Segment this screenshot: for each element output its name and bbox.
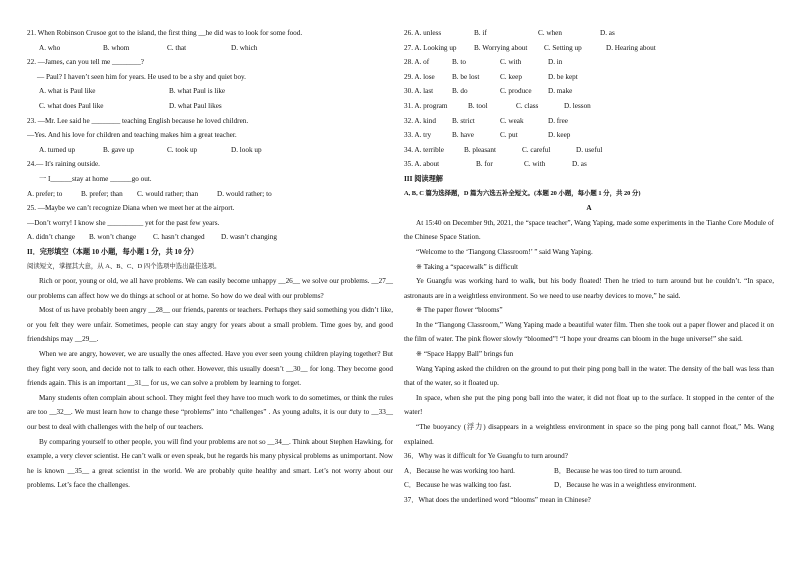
choice-26-d[interactable]: D. as <box>600 29 615 37</box>
choice-33-a[interactable]: 33. A. try <box>404 131 432 140</box>
q25-reply: —Don’t worry! I know she __________ yet for the past few years. <box>27 218 220 227</box>
passage-a-label: A <box>586 204 592 213</box>
right-column <box>404 26 774 508</box>
choice-28-d[interactable]: D. in <box>548 58 563 67</box>
reading-heading-ball: ※ “Space Happy Ball” brings fun <box>416 350 514 359</box>
choice-34-a[interactable]: 34. A. terrible <box>404 145 444 154</box>
q23-options <box>27 143 393 158</box>
q23-reply: —Yes. And his love for children and teaching makes him a great teacher. <box>27 131 237 140</box>
choice-33-d[interactable]: D. keep <box>548 131 571 140</box>
q23-option-b[interactable]: B. gave up <box>103 145 134 154</box>
choice-29-d[interactable]: D. be kept <box>548 72 578 81</box>
choice-30-d[interactable]: D. make <box>548 87 573 96</box>
q22-reply: — Paul? I haven’t seen him for years. He used to be a shy and quiet boy. <box>37 72 246 81</box>
reading-paragraph-7: “The buoyancy (浮力) disappears in a weightless environment in space so the ping pong ball cannot float,” Ms. Wang explained. <box>404 423 774 446</box>
q24-stem: 24.— It's raining outside. <box>27 160 100 169</box>
q21-option-b[interactable]: B. whom <box>103 43 130 52</box>
q24-option-a[interactable]: A. prefer; to <box>27 189 63 198</box>
q22-options-row1 <box>27 84 393 99</box>
choice-30-b[interactable]: B. do <box>452 87 468 96</box>
reading-heading-spacewalk: ※ Taking a “spacewalk” is difficult <box>416 262 519 271</box>
q25-stem: 25. —Maybe we can’t recognize Diana when we meet her at the airport. <box>27 204 235 213</box>
choice-28-a[interactable]: 28. A. of <box>404 58 430 67</box>
choice-29-b[interactable]: B. be lost <box>452 72 480 81</box>
q23-option-a[interactable]: A. turned up <box>39 145 76 154</box>
reading-paragraph-1: At 15:40 on December 9th, 2021, the “space teacher”, Wang Yaping, made some experiments in the Tianhe Core Module of the Chinese Space Station. <box>404 218 774 242</box>
q25-options <box>27 230 393 245</box>
reading-paragraph-4: In the “Tiangong Classroom,” Wang Yaping made a beautiful water film. Then she took out a paper flower and placed it on the film of water. The pink flower slowly “bloomed”! “I hope your dreams can bloom in the huge universe!” she said. <box>404 320 774 344</box>
choice-29-a[interactable]: 29. A. lose <box>404 72 435 81</box>
reading-paragraph-6: In space, when she put the ping pong ball into the water, it did not float up to the surface. It stopped in the center of the water! <box>404 393 774 417</box>
q21-option-d[interactable]: D. which <box>231 43 258 52</box>
choice-33-c[interactable]: C. put <box>500 131 518 140</box>
cloze-choice-26 <box>404 26 774 41</box>
choice-33-b[interactable]: B. have <box>452 131 474 140</box>
passage-paragraph-4: Many students often complain about school. They might feel they have too much work to do sometimes, or think the rules are too __32__. We must learn how to change these “problems” into “challenges” . As young adults, it is our duty to __33__ our best to deal with challenges with the help of our teachers. <box>27 393 393 432</box>
choice-30-a[interactable]: 30. A. last <box>404 87 434 96</box>
section3-instruction: A, B, C 篇为选择题，D 篇为六选五补全短文。(本题 20 小题，每小题 1 分，共 20 分) <box>404 189 641 197</box>
q21-option-a[interactable]: A. who <box>39 43 61 52</box>
passage-paragraph-5: By comparing yourself to other people, you will find your problems are not so __34__. Think about Stephen Hawking, for example, a very clever scientist. He can’t walk or even speak, but he regards his many physical problems as unimportant. Now he is known __35__ a great scientist in the world. We are probably quite healthy and smart. Let’s not worry about our problems. Let’s face the challenges. <box>27 437 393 490</box>
choice-31-d[interactable]: D. lesson <box>564 101 591 110</box>
q21-option-c[interactable]: C. that <box>167 43 187 52</box>
cloze-choice-35 <box>404 157 774 172</box>
choice-32-d[interactable]: D. free <box>548 116 568 125</box>
section3-title: III 阅读理解 <box>404 174 443 183</box>
choice-31-b[interactable]: B. tool <box>468 101 488 110</box>
q24-reply: 一 I______stay at home ______go out. <box>39 174 152 183</box>
q22-options-row2 <box>27 99 393 114</box>
q25-option-c[interactable]: C. hasn’t changed <box>153 233 205 242</box>
choice-29-c[interactable]: C. keep <box>500 72 522 81</box>
reading-paragraph-3: Ye Guangfu was working hard to walk, but his body floated! Then he tried to turn around but he couldn’t. “In space, astronauts are in a weightless environment. So we need to use nearby devices to move,” he said. <box>404 277 774 300</box>
choice-34-b[interactable]: B. pleasant <box>464 145 496 154</box>
choice-35-a[interactable]: 35. A. about <box>404 160 440 169</box>
q22-option-c[interactable]: C. what does Paul like <box>39 101 104 110</box>
q25-option-d[interactable]: D. wasn’t changing <box>221 233 277 242</box>
q22-stem: 22. —James, can you tell me ________? <box>27 58 144 67</box>
q23-option-c[interactable]: C. took up <box>167 145 198 154</box>
section2-title: II．完形填空（本题 10 小题，每小题 1 分，共 10 分） <box>27 247 198 256</box>
q36-option-b[interactable]: B．Because he was too tired to turn around. <box>554 466 682 475</box>
choice-26-b[interactable]: B. if <box>474 29 487 37</box>
choice-27-b[interactable]: B. Worrying about <box>474 43 528 52</box>
choice-30-c[interactable]: C. produce <box>500 87 532 96</box>
q25-option-b[interactable]: B. won’t change <box>89 233 137 242</box>
choice-26-c[interactable]: C. when <box>538 29 562 37</box>
q24-option-c[interactable]: C. would rather; than <box>137 189 199 198</box>
choice-31-c[interactable]: C. class <box>516 101 539 110</box>
choice-28-b[interactable]: B. to <box>452 58 466 67</box>
section2-instruction: 阅读短文，掌握其大意，从 A、B、C、D 四个选项中选出最佳选项。 <box>27 262 221 270</box>
passage-paragraph-2: Most of us have probably been angry __28__ our friends, parents or teachers. Perhaps they said something you didn’t like, or you felt they were unfair. Sometimes, people can stay angry for years about a small problem. Time goes by, and good friendships may __29__. <box>27 306 393 344</box>
q36-option-c[interactable]: C．Because he was walking too fast. <box>404 481 512 490</box>
choice-34-c[interactable]: C. careful <box>522 145 551 154</box>
cloze-choice-31 <box>404 99 774 114</box>
choice-32-b[interactable]: B. strict <box>452 116 475 125</box>
cloze-choice-34 <box>404 143 774 158</box>
q24-option-b[interactable]: B. prefer; than <box>81 189 123 198</box>
choice-34-d[interactable]: D. useful <box>576 145 603 154</box>
reading-paragraph-2: “Welcome to the ‘Tiangong Classroom!’ ” said Wang Yaping. <box>416 247 593 256</box>
passage-paragraph-3: When we are angry, however, we are usually the ones affected. Have you ever seen young children playing together? But they fight very soon, and decide not to talk to each other. However, this usually doesn’t __30__ for long. They become good friends again. This is an important __31__ for us, we can solve a problem by learning to forget. <box>27 350 393 388</box>
left-column <box>27 26 393 493</box>
cloze-choice-32 <box>404 114 774 129</box>
reading-paragraph-5: Wang Yaping asked the children on the ground to put their ping pong ball in the water. The density of the ball was less than that of the water, so it floated up. <box>404 364 774 388</box>
q36-option-a[interactable]: A．Because he was working too hard. <box>404 466 515 475</box>
q36-option-d[interactable]: D．Because he was in a weightless environment. <box>554 481 697 490</box>
q21-stem: 21. When Robinson Crusoe got to the island, the first thing __he did was to look for some food. <box>27 29 303 37</box>
choice-32-c[interactable]: C. weak <box>500 116 524 125</box>
q22-option-a[interactable]: A. what is Paul like <box>39 87 96 96</box>
q24-option-d[interactable]: D. would rather; to <box>217 189 272 198</box>
choice-26-a[interactable]: 26. A. unless <box>404 29 442 37</box>
choice-27-c[interactable]: C. Setting up <box>544 43 582 52</box>
passage-paragraph-1: Rich or poor, young or old, we all have problems. We can easily become unhappy __26__ we solve our problems. __27__ our problems can affect how we do things at school or at home. So how do we deal with our problems? <box>27 277 393 300</box>
q21-options <box>27 41 393 56</box>
q37-stem: 37．What does the underlined word “blooms” mean in Chinese? <box>404 496 591 504</box>
cloze-choice-33 <box>404 128 774 143</box>
cloze-choice-29 <box>404 70 774 85</box>
q22-option-d[interactable]: D. what Paul likes <box>169 101 222 110</box>
q23-stem: 23. —Mr. Lee said he ________ teaching English because he loved children. <box>27 116 249 125</box>
q25-option-a[interactable]: A. didn’t change <box>27 233 75 242</box>
choice-27-a[interactable]: 27. A. Looking up <box>404 43 457 52</box>
q22-option-b[interactable]: B. what Paul is like <box>169 87 226 96</box>
reading-heading-flower: ※ The paper flower “blooms” <box>416 306 503 315</box>
cloze-choice-27 <box>404 41 774 56</box>
q36-stem: 36．Why was it difficult for Ye Guangfu to turn around? <box>404 452 568 461</box>
choice-31-a[interactable]: 31. A. program <box>404 101 448 110</box>
choice-35-d[interactable]: D. as <box>572 160 587 169</box>
q23-option-d[interactable]: D. look up <box>231 145 262 154</box>
choice-35-b[interactable]: B. for <box>476 160 493 169</box>
q24-options <box>27 187 393 202</box>
q36-options-row2 <box>404 478 774 493</box>
cloze-choice-30 <box>404 84 774 99</box>
choice-35-c[interactable]: C. with <box>524 160 546 169</box>
choice-32-a[interactable]: 32. A. kind <box>404 116 436 125</box>
cloze-choice-28 <box>404 55 774 70</box>
choice-28-c[interactable]: C. with <box>500 58 522 67</box>
q36-options-row1 <box>404 464 774 479</box>
choice-27-d[interactable]: D. Hearing about <box>606 43 656 52</box>
